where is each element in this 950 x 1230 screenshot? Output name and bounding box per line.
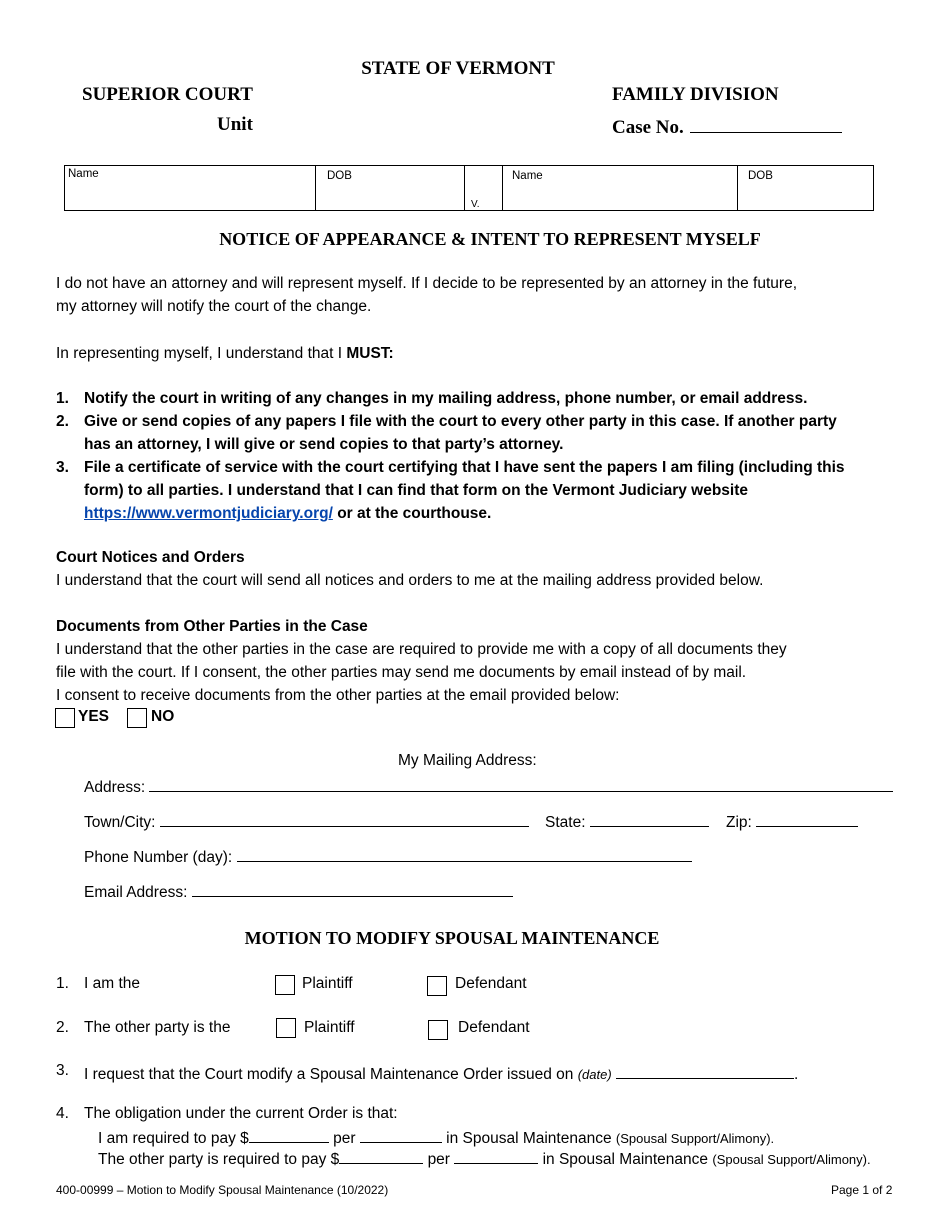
list-item-line: has an attorney, I will give or send copies to that party’s attorney. <box>84 436 564 453</box>
q4-number: 4. <box>56 1105 69 1122</box>
documents-line-3: I consent to receive documents from the other parties at the email provided below: <box>56 687 620 704</box>
q4-line1 <box>98 1126 774 1148</box>
party1-name-cell[interactable] <box>65 166 316 211</box>
state-row <box>545 810 709 832</box>
documents-line-1: I understand that the other parties in the case are required to provide me with a copy of all documents they <box>56 641 787 658</box>
list-item-number: 1. <box>56 390 69 407</box>
q3-number: 3. <box>56 1062 69 1079</box>
intro-line-1: I do not have an attorney and will represent myself. If I decide to be represented by an attorney in the future, <box>56 275 797 292</box>
q2-plaintiff-label: Plaintiff <box>304 1019 355 1036</box>
q4-line1-per: per <box>333 1130 356 1147</box>
case-number-field[interactable] <box>612 114 842 139</box>
list-item-line: form) to all parties. I understand that I can find that form on the Vermont Judiciary website <box>84 482 749 499</box>
division-heading: FAMILY DIVISION <box>612 84 779 105</box>
zip-line[interactable] <box>756 810 858 827</box>
q4-line1-period[interactable] <box>360 1126 442 1143</box>
q2-defendant-label: Defendant <box>458 1019 530 1036</box>
versus-label: V. <box>471 199 480 210</box>
state-line[interactable] <box>590 810 709 827</box>
q1-defendant-label: Defendant <box>455 975 527 992</box>
court-notices-text: I understand that the court will send all notices and orders to me at the mailing address provided below. <box>56 572 764 589</box>
case-number-label: Case No. <box>612 117 684 138</box>
understand-must: MUST: <box>346 345 394 362</box>
state-label: State: <box>545 814 586 831</box>
checkbox-box[interactable] <box>427 976 447 996</box>
list-item-line: Notify the court in writing of any changes in my mailing address, phone number, or email address. <box>84 390 808 407</box>
list-item-line: File a certificate of service with the court certifying that I have sent the papers I am filing (including this <box>84 459 845 476</box>
consent-yes-label: YES <box>78 708 110 725</box>
list-item <box>56 456 845 525</box>
q1-plaintiff-checkbox[interactable] <box>275 975 295 995</box>
phone-row <box>84 845 692 867</box>
zip-label: Zip: <box>726 814 752 831</box>
unit-label: Unit <box>217 114 253 135</box>
q2-plaintiff-checkbox[interactable] <box>276 1018 296 1038</box>
documents-heading: Documents from Other Parties in the Case <box>56 618 368 635</box>
q1-defendant-checkbox[interactable] <box>427 976 447 996</box>
intro-line-2: my attorney will notify the court of the change. <box>56 298 372 315</box>
q4-line1-amount[interactable] <box>249 1126 329 1143</box>
q3-date-line[interactable] <box>616 1062 794 1079</box>
court-notices-heading: Court Notices and Orders <box>56 549 245 566</box>
town-row <box>84 810 529 832</box>
q3-text: I request that the Court modify a Spousal Maintenance Order issued on <box>84 1066 574 1083</box>
list-item-number: 3. <box>56 459 69 476</box>
vermont-judiciary-link[interactable]: https://www.vermontjudiciary.org/ <box>84 505 333 522</box>
q1-text: I am the <box>84 975 140 992</box>
link-suffix: or at the courthouse. <box>332 505 492 522</box>
documents-section <box>56 615 787 707</box>
q4-line2 <box>98 1147 871 1169</box>
party1-dob-label: DOB <box>327 170 352 182</box>
checkbox-box[interactable] <box>276 1018 296 1038</box>
court-notices-section <box>56 546 763 592</box>
consent-yes-checkbox[interactable] <box>55 708 75 728</box>
town-label: Town/City: <box>84 814 156 831</box>
q1-plaintiff-label: Plaintiff <box>302 975 353 992</box>
q3-row: I request that the Court modify a Spousal Maintenance Order issued on (date) . <box>84 1062 798 1084</box>
q4-line1-prefix: I am required to pay $ <box>98 1130 249 1147</box>
q1-number: 1. <box>56 975 69 992</box>
party2-dob-cell[interactable] <box>738 166 874 211</box>
intro-paragraph <box>56 272 797 318</box>
motion-title: MOTION TO MODIFY SPOUSAL MAINTENANCE <box>244 928 660 948</box>
list-item <box>56 387 845 410</box>
zip-row <box>726 810 858 832</box>
q2-number: 2. <box>56 1019 69 1036</box>
q4-line2-amount[interactable] <box>339 1147 423 1164</box>
list-item-line <box>84 502 845 525</box>
q4-line2-in: in Spousal Maintenance <box>542 1151 709 1168</box>
email-line[interactable] <box>192 880 513 897</box>
notice-title: NOTICE OF APPEARANCE & INTENT TO REPRESENT MYSELF <box>219 229 761 249</box>
party2-name-cell[interactable] <box>503 166 738 211</box>
checkbox-box[interactable] <box>428 1020 448 1040</box>
q4-line2-prefix: The other party is required to pay $ <box>98 1151 340 1168</box>
q2-text: The other party is the <box>84 1019 231 1036</box>
phone-line[interactable] <box>237 845 692 862</box>
no-checkbox-box[interactable] <box>127 708 147 728</box>
understand-prefix: In representing myself, I understand that I <box>56 345 347 362</box>
party2-name-label: Name <box>512 170 543 182</box>
q2-defendant-checkbox[interactable] <box>428 1020 448 1040</box>
requirements-list <box>56 387 845 525</box>
list-item-number: 2. <box>56 413 69 430</box>
email-label: Email Address: <box>84 884 188 901</box>
address-label: Address: <box>84 779 146 796</box>
party2-dob-label: DOB <box>748 170 773 182</box>
party1-name-label: Name <box>68 168 99 180</box>
q3-date-hint: (date) <box>577 1067 612 1082</box>
q4-line2-per: per <box>427 1151 450 1168</box>
mailing-heading: My Mailing Address: <box>398 752 537 769</box>
documents-line-2: file with the court. If I consent, the other parties may send me documents by email instead of by mail. <box>56 664 747 681</box>
phone-label: Phone Number (day): <box>84 849 233 866</box>
q4-line1-note: (Spousal Support/Alimony). <box>615 1131 775 1146</box>
q4-line2-period[interactable] <box>454 1147 538 1164</box>
q4-line2-note: (Spousal Support/Alimony). <box>712 1152 871 1167</box>
party1-dob-cell[interactable] <box>316 166 465 211</box>
consent-no-label: NO <box>151 708 175 725</box>
understand-line <box>56 342 394 365</box>
court-heading: SUPERIOR COURT <box>82 84 253 105</box>
versus-cell <box>465 166 503 211</box>
email-row <box>84 880 513 902</box>
q4-text: The obligation under the current Order is that: <box>84 1105 398 1122</box>
list-item-line: Give or send copies of any papers I file with the court to every other party in this case. If another party <box>84 413 837 430</box>
address-line[interactable] <box>149 775 893 792</box>
yes-checkbox-box[interactable] <box>55 708 75 728</box>
consent-no-checkbox[interactable] <box>127 708 147 728</box>
q4-line1-in: in Spousal Maintenance <box>446 1130 612 1147</box>
case-number-line[interactable] <box>690 114 842 133</box>
parties-table <box>64 165 874 211</box>
footer-page-number: Page 1 of 2 <box>831 1183 893 1197</box>
state-heading: STATE OF VERMONT <box>361 58 555 79</box>
footer-form-id: 400-00999 – Motion to Modify Spousal Maintenance (10/2022) <box>56 1183 389 1197</box>
address-row <box>84 775 893 797</box>
checkbox-box[interactable] <box>275 975 295 995</box>
list-item <box>56 410 845 456</box>
town-line[interactable] <box>160 810 529 827</box>
